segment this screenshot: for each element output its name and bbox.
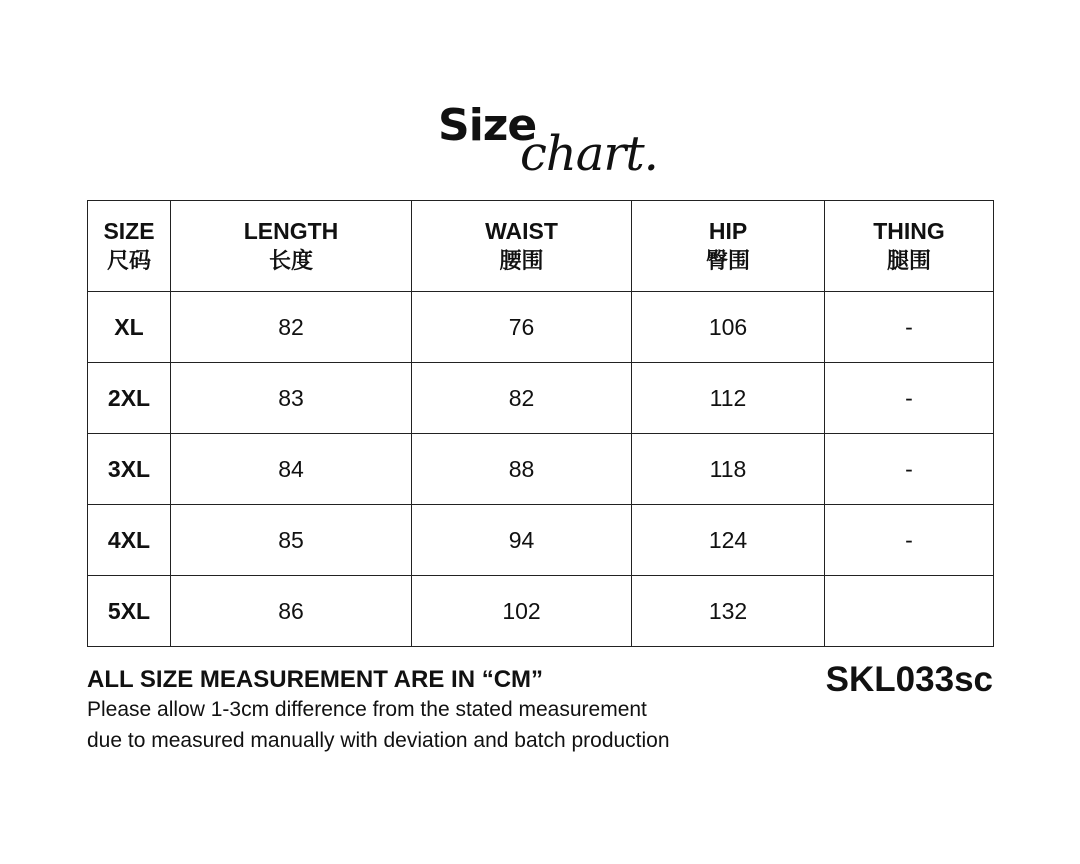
header-label-cn: 臀围 bbox=[705, 248, 750, 273]
header-label-en: HIP bbox=[708, 218, 748, 244]
tolerance-note-line-2: due to measured manually with deviation and batch production bbox=[87, 729, 670, 752]
logo-word-chart: chart. bbox=[520, 126, 658, 182]
cell-length: 84 bbox=[171, 434, 412, 505]
header-label-en: WAIST bbox=[485, 218, 558, 244]
header-label-cn: 腰围 bbox=[499, 248, 544, 273]
cell-hip: 112 bbox=[632, 363, 825, 434]
cell-length: 83 bbox=[171, 363, 412, 434]
cell-length: 86 bbox=[171, 576, 412, 647]
logo-word-size: Size bbox=[438, 100, 537, 151]
header-thing bbox=[825, 201, 994, 292]
cell-hip: 106 bbox=[632, 292, 825, 363]
cell-thing: - bbox=[825, 292, 994, 363]
cell-waist: 76 bbox=[412, 292, 632, 363]
cell-thing: - bbox=[825, 505, 994, 576]
table-row bbox=[88, 363, 994, 434]
header-size bbox=[88, 201, 171, 292]
table-row bbox=[88, 434, 994, 505]
cell-waist: 88 bbox=[412, 434, 632, 505]
cell-thing: - bbox=[825, 363, 994, 434]
tolerance-note-line-1: Please allow 1-3cm difference from the stated measurement bbox=[87, 698, 647, 721]
cell-size: 3XL bbox=[88, 434, 171, 505]
cell-waist: 94 bbox=[412, 505, 632, 576]
cell-length: 82 bbox=[171, 292, 412, 363]
table-header-row bbox=[88, 201, 994, 292]
product-code: SKL033sc bbox=[825, 660, 993, 699]
cell-hip: 118 bbox=[632, 434, 825, 505]
size-table bbox=[87, 200, 994, 647]
cell-size: 4XL bbox=[88, 505, 171, 576]
header-length bbox=[171, 201, 412, 292]
header-hip bbox=[632, 201, 825, 292]
size-chart-logo bbox=[438, 100, 678, 188]
cell-thing: - bbox=[825, 434, 994, 505]
table-row bbox=[88, 292, 994, 363]
cell-waist: 82 bbox=[412, 363, 632, 434]
header-label-cn: 长度 bbox=[268, 248, 313, 273]
header-label-en: SIZE bbox=[103, 218, 155, 244]
header-label-cn: 尺码 bbox=[106, 248, 151, 273]
header-label-en: LENGTH bbox=[243, 218, 339, 244]
header-waist bbox=[412, 201, 632, 292]
cell-size: 2XL bbox=[88, 363, 171, 434]
table-row bbox=[88, 505, 994, 576]
header-label-cn: 腿围 bbox=[886, 248, 931, 273]
cell-hip: 124 bbox=[632, 505, 825, 576]
measurement-unit-note: ALL SIZE MEASUREMENT ARE IN “CM” bbox=[87, 666, 544, 693]
cell-size: XL bbox=[88, 292, 171, 363]
cell-waist: 102 bbox=[412, 576, 632, 647]
cell-thing bbox=[825, 576, 994, 647]
table-row bbox=[88, 576, 994, 647]
cell-length: 85 bbox=[171, 505, 412, 576]
cell-size: 5XL bbox=[88, 576, 171, 647]
header-label-en: THING bbox=[873, 218, 945, 244]
cell-hip: 132 bbox=[632, 576, 825, 647]
